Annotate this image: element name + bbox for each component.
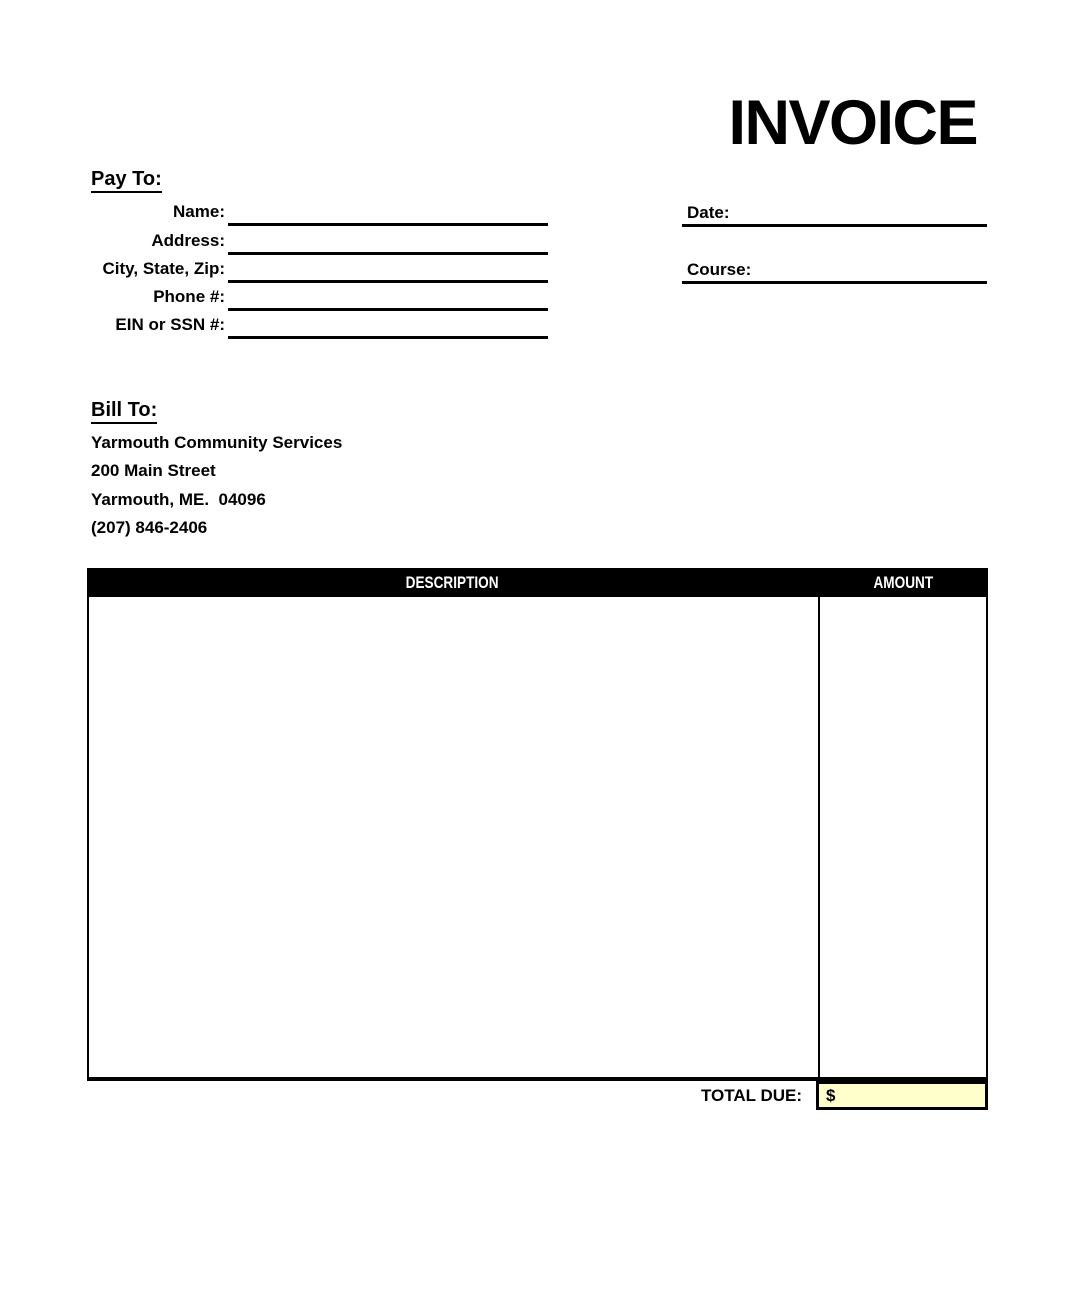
city-state-zip-input-line[interactable] bbox=[228, 255, 548, 283]
city-state-zip-label: City, State, Zip: bbox=[102, 258, 225, 278]
currency-symbol: $ bbox=[826, 1085, 836, 1105]
bill-to-city-state-zip: Yarmouth, ME. 04096 bbox=[91, 489, 266, 509]
amount-cell-area[interactable] bbox=[820, 597, 986, 1077]
field-row-phone bbox=[91, 283, 548, 311]
invoice-meta-section bbox=[682, 200, 987, 284]
pay-to-heading: Pay To: bbox=[91, 168, 162, 193]
course-field[interactable] bbox=[682, 257, 987, 284]
field-row-ein-ssn bbox=[91, 311, 548, 339]
field-row-address bbox=[91, 226, 548, 254]
address-label: Address: bbox=[151, 230, 225, 250]
bill-to-section bbox=[91, 429, 342, 542]
bill-to-name: Yarmouth Community Services bbox=[91, 433, 343, 452]
date-field[interactable] bbox=[682, 200, 987, 227]
items-table bbox=[87, 568, 988, 1110]
table-body bbox=[87, 597, 988, 1081]
name-input-line[interactable] bbox=[228, 198, 548, 226]
bill-to-heading: Bill To: bbox=[91, 399, 157, 424]
phone-label: Phone #: bbox=[153, 287, 225, 306]
name-label: Name: bbox=[173, 202, 225, 222]
bill-to-street: 200 Main Street bbox=[91, 461, 216, 481]
description-column-header: DESCRIPTION bbox=[406, 573, 499, 592]
ein-ssn-input-line[interactable] bbox=[228, 311, 548, 339]
total-amount-box[interactable] bbox=[816, 1081, 988, 1110]
pay-to-section bbox=[91, 198, 548, 339]
address-input-line[interactable] bbox=[228, 226, 548, 254]
date-label: Date: bbox=[687, 203, 730, 222]
ein-ssn-label: EIN or SSN #: bbox=[115, 315, 225, 335]
total-row bbox=[87, 1081, 988, 1110]
field-row-name bbox=[91, 198, 548, 226]
table-header-row bbox=[87, 568, 988, 597]
total-due-label: TOTAL DUE: bbox=[700, 1085, 802, 1105]
page-title: INVOICE bbox=[728, 88, 977, 158]
field-row-city-state-zip bbox=[91, 255, 548, 283]
description-cell-area[interactable] bbox=[89, 597, 818, 1077]
amount-column-header: AMOUNT bbox=[873, 573, 933, 592]
phone-input-line[interactable] bbox=[228, 283, 548, 311]
course-label: Course: bbox=[687, 260, 752, 279]
bill-to-phone: (207) 846-2406 bbox=[91, 517, 208, 537]
